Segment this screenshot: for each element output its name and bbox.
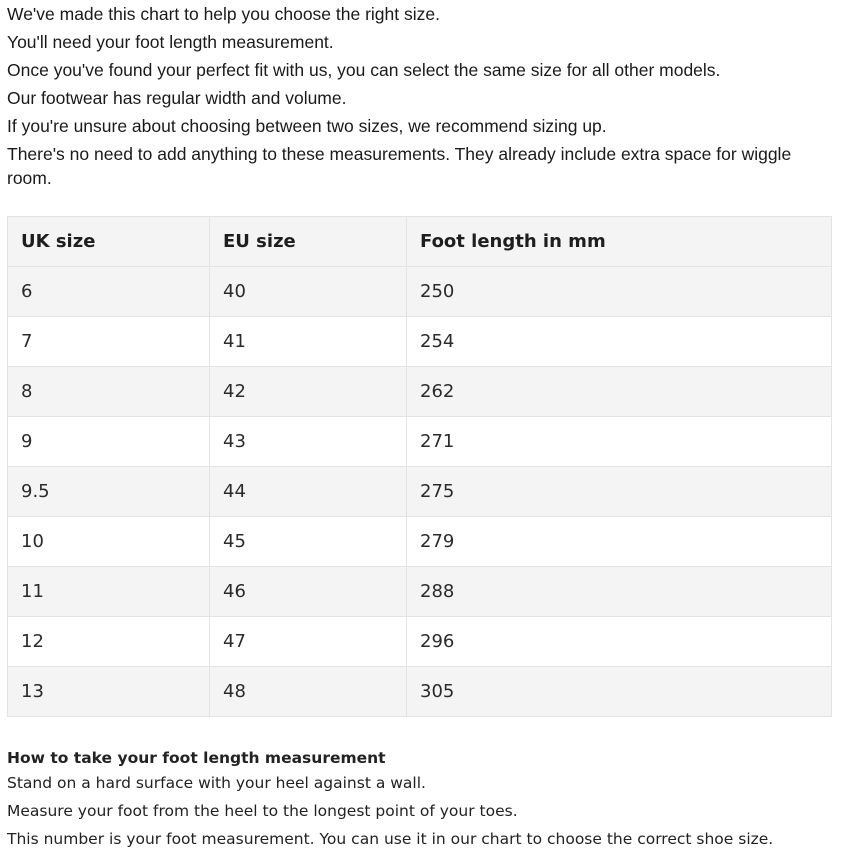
how-to-step: This number is your foot measurement. You can use it in our chart to choose the correct shoe size. [7,830,774,848]
how-to-measure-section [7,747,837,853]
cell-uk-size: 9.5 [8,467,210,517]
table-header [8,217,832,267]
cell-foot-length: 271 [407,417,832,467]
intro-line: We've made this chart to help you choose the right size. [7,4,440,24]
table-row [8,367,832,417]
table-row [8,667,832,717]
header-uk-size: UK size [8,217,210,267]
cell-eu-size: 44 [210,467,407,517]
table-row [8,617,832,667]
cell-eu-size: 45 [210,517,407,567]
how-to-step: Measure your foot from the heel to the longest point of your toes. [7,802,518,820]
table-row [8,267,832,317]
cell-uk-size: 9 [8,417,210,467]
cell-eu-size: 40 [210,267,407,317]
how-to-title: How to take your foot length measurement [7,749,386,767]
intro-line: Our footwear has regular width and volume. [7,88,347,108]
cell-uk-size: 7 [8,317,210,367]
header-foot-length: Foot length in mm [407,217,832,267]
cell-foot-length: 279 [407,517,832,567]
table-body [8,267,832,717]
table-header-row [8,217,832,267]
header-eu-size: EU size [210,217,407,267]
cell-foot-length: 262 [407,367,832,417]
cell-foot-length: 254 [407,317,832,367]
cell-foot-length: 296 [407,617,832,667]
table-row [8,517,832,567]
cell-eu-size: 43 [210,417,407,467]
intro-line: Once you've found your perfect fit with us, you can select the same size for all other models. [7,60,721,80]
table-row [8,467,832,517]
cell-foot-length: 288 [407,567,832,617]
table-row [8,317,832,367]
how-to-step: Stand on a hard surface with your heel against a wall. [7,774,426,792]
cell-uk-size: 10 [8,517,210,567]
intro-line: If you're unsure about choosing between two sizes, we recommend sizing up. [7,116,607,136]
cell-foot-length: 250 [407,267,832,317]
cell-foot-length: 275 [407,467,832,517]
cell-eu-size: 41 [210,317,407,367]
cell-uk-size: 13 [8,667,210,717]
intro-line: You'll need your foot length measurement. [7,32,334,52]
cell-uk-size: 6 [8,267,210,317]
intro-text [7,2,837,194]
cell-eu-size: 46 [210,567,407,617]
cell-uk-size: 12 [8,617,210,667]
size-chart-table [7,216,832,717]
intro-line: There's no need to add anything to these measurements. They already include extra space for wiggle room. [7,144,792,188]
table-row [8,417,832,467]
cell-eu-size: 47 [210,617,407,667]
cell-foot-length: 305 [407,667,832,717]
cell-uk-size: 8 [8,367,210,417]
table-row [8,567,832,617]
cell-eu-size: 48 [210,667,407,717]
cell-eu-size: 42 [210,367,407,417]
cell-uk-size: 11 [8,567,210,617]
